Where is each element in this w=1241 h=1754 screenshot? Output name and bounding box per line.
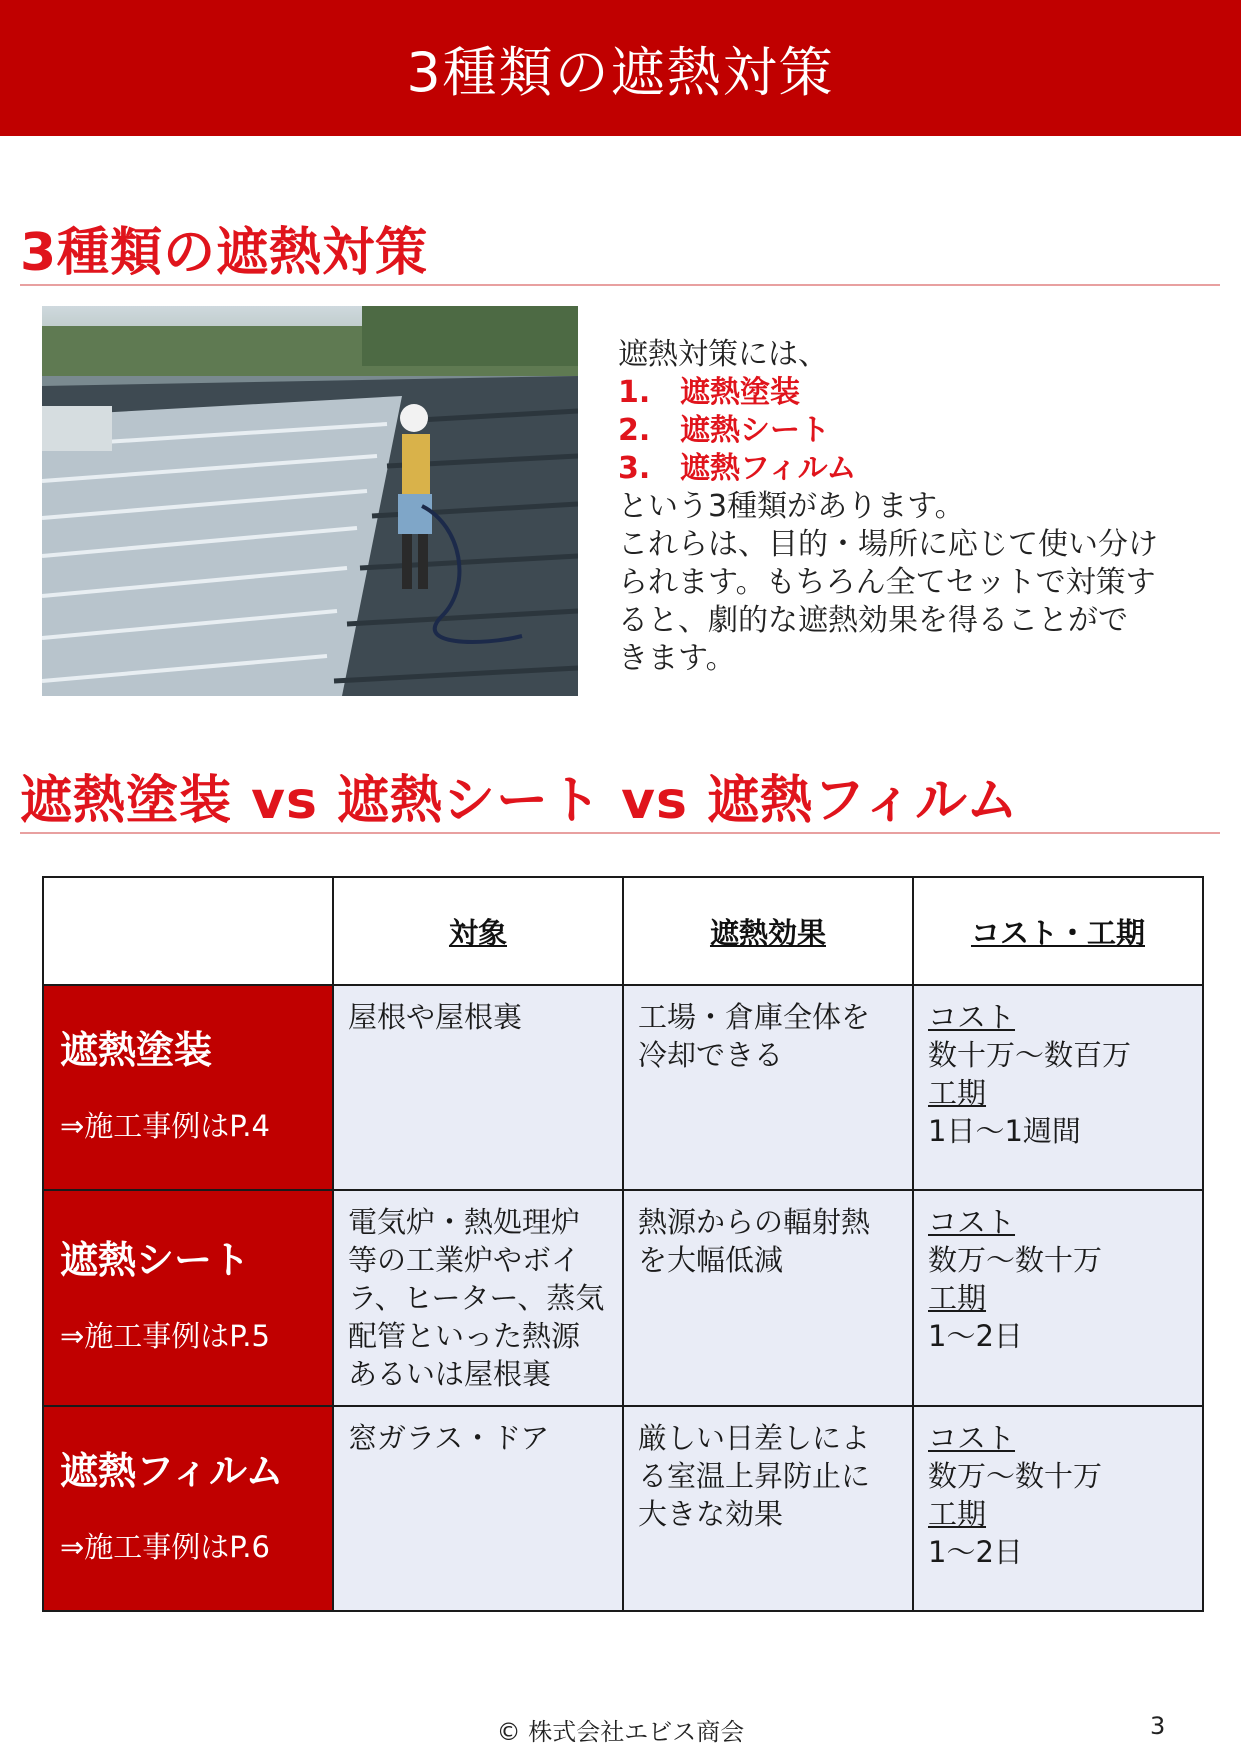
intro-item-1: 1. 遮熱塗装 <box>618 375 800 410</box>
case-study-link[interactable]: ⇒施工事例はP.6 <box>60 1529 270 1564</box>
cost-label: コスト <box>928 1421 1016 1455</box>
page-number: 3 <box>1150 1712 1166 1740</box>
intro-item-3: 3. 遮熱フィルム <box>618 451 857 486</box>
period-value: 1日～1週間 <box>928 1114 1081 1148</box>
intro-body-line: という3種類があります。 <box>618 489 965 524</box>
cost-value: 数万～数十万 <box>928 1459 1103 1493</box>
period-value: 1～2日 <box>928 1535 1023 1569</box>
cell-effect: 工場・倉庫全体を冷却できる <box>623 985 913 1190</box>
cell-effect: 熱源からの輻射熱を大幅低減 <box>623 1190 913 1406</box>
case-study-link[interactable]: ⇒施工事例はP.5 <box>60 1319 270 1353</box>
table-header-row <box>43 877 1203 985</box>
section-heading-comparison: 遮熱塗装 vs 遮熱シート vs 遮熱フィルム <box>20 771 1019 831</box>
intro-body-line: られます。もちろん全てセットで対策す <box>618 565 1156 600</box>
cost-value: 数万～数十万 <box>928 1243 1103 1277</box>
cost-label: コスト <box>928 1000 1016 1034</box>
table-row <box>43 985 1203 1190</box>
period-value: 1～2日 <box>928 1319 1023 1353</box>
footer-copyright: © 株式会社エビス商会 <box>496 1718 745 1746</box>
row-title: 遮熱フィルム <box>60 1448 284 1493</box>
comparison-table <box>42 876 1204 1612</box>
row-header-sheet <box>43 1190 333 1406</box>
table-header-effect: 遮熱効果 <box>623 877 913 985</box>
cost-label: コスト <box>928 1205 1016 1239</box>
cell-target: 窓ガラス・ドア <box>333 1406 623 1611</box>
cell-effect: 厳しい日差しによる室温上昇防止に大きな効果 <box>623 1406 913 1611</box>
cell-target: 電気炉・熱処理炉等の工業炉やボイラ、ヒーター、蒸気配管といった熱源あるいは屋根裏 <box>333 1190 623 1406</box>
table-row <box>43 1190 1203 1406</box>
period-label: 工期 <box>928 1281 987 1315</box>
cell-cost-period <box>913 985 1203 1190</box>
intro-item-2: 2. 遮熱シート <box>618 413 830 448</box>
period-label: 工期 <box>928 1076 987 1110</box>
row-header-film <box>43 1406 333 1611</box>
section-heading-types: 3種類の遮熱対策 <box>20 223 429 283</box>
table-row <box>43 1406 1203 1611</box>
table-header-target: 対象 <box>333 877 623 985</box>
row-title: 遮熱シート <box>60 1238 251 1282</box>
table-header-cost-period: コスト・工期 <box>913 877 1203 985</box>
cell-cost-period <box>913 1406 1203 1611</box>
section-divider <box>20 284 1220 286</box>
cell-target: 屋根や屋根裏 <box>333 985 623 1190</box>
intro-body-line: きます。 <box>618 641 736 676</box>
header-bar <box>0 0 1241 136</box>
intro-body-line: これらは、目的・場所に応じて使い分け <box>618 527 1158 562</box>
case-study-link[interactable]: ⇒施工事例はP.4 <box>60 1108 270 1143</box>
cost-value: 数十万～数百万 <box>928 1038 1132 1072</box>
section-divider <box>20 832 1220 834</box>
intro-lead: 遮熱対策には、 <box>618 337 828 372</box>
cell-cost-period <box>913 1190 1203 1406</box>
table-header-empty <box>43 877 333 985</box>
intro-body-line: ると、劇的な遮熱効果を得ることがで <box>618 603 1128 638</box>
intro-text <box>618 336 1178 678</box>
roof-painting-photo <box>42 306 578 696</box>
row-header-coating <box>43 985 333 1190</box>
row-title: 遮熱塗装 <box>60 1027 213 1072</box>
period-label: 工期 <box>928 1497 987 1531</box>
header-title: 3種類の遮熱対策 <box>406 40 835 104</box>
